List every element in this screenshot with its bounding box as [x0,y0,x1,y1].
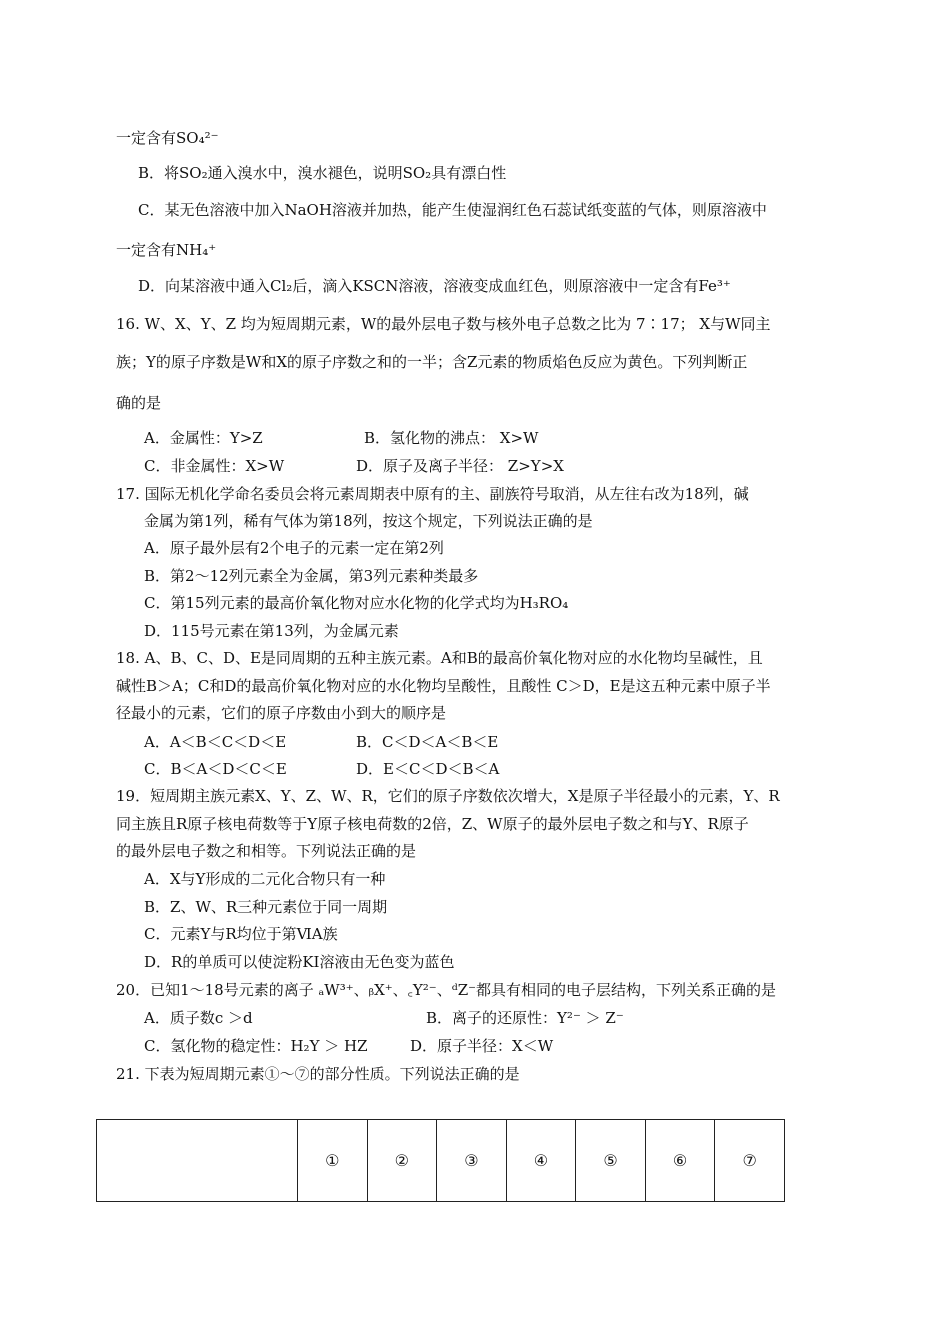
question-17-stem: 金属为第1列，稀有气体为第18列，按这个规定，下列说法正确的是 [144,512,593,530]
text-line: 一定含有SO₄²⁻ [116,129,219,147]
question-19-stem: 同主族且R原子核电荷数等于Y原子核电荷数的2倍，Z、W原子的最外层电子数之和与Y、R原子 [116,815,749,833]
option-d: D．向某溶液中通入Cl₂后，滴入KSCN溶液，溶液变成血红色，则原溶液中一定含有Fe³⁺ [138,277,731,295]
q20-option-b: B．离子的还原性：Y²⁻ ＞ Z⁻ [426,1009,624,1027]
q20-option-a: A．质子数c ＞d [144,1009,253,1027]
question-20-stem: 20．已知1～18号元素的离子 ₐW³⁺、ᵦX⁺、꜀Y²⁻、ᵈZ⁻都具有相同的电子层结构，下列关系正确的是 [116,981,777,999]
table-header-cell: ② [367,1120,437,1202]
q18-option-a: A．A＜B＜C＜D＜E [144,733,287,751]
q19-option-b: B．Z、W、R三种元素位于同一周期 [144,898,388,916]
question-19-stem: 的最外层电子数之和相等。下列说法正确的是 [116,842,417,860]
option-c: C．某无色溶液中加入NaOH溶液并加热，能产生使湿润红色石蕊试纸变蓝的气体，则原溶液中 [138,201,767,219]
question-21-stem: 21. 下表为短周期元素①～⑦的部分性质。下列说法正确的是 [116,1065,520,1083]
table-header-cell: ⑦ [715,1120,785,1202]
question-19-stem: 19．短周期主族元素X、Y、Z、W、R，它们的原子序数依次增大，X是原子半径最小的元素，Y、R [116,787,780,805]
table-header-cell: ④ [506,1120,576,1202]
question-16-stem: 族；Y的原子序数是W和X的原子序数之和的一半；含Z元素的物质焰色反应为黄色。下列判断正 [116,353,748,371]
q17-option-d: D．115号元素在第13列，为金属元素 [144,622,399,640]
option-b: B．将SO₂通入溴水中，溴水褪色，说明SO₂具有漂白性 [138,164,507,182]
q17-option-b: B．第2～12列元素全为金属，第3列元素种类最多 [144,567,479,585]
q16-option-d: D．原子及离子半径： Z>Y>X [356,457,564,475]
q16-option-a: A．金属性：Y>Z [144,429,263,447]
q19-option-c: C．元素Y与R均位于第ⅥA族 [144,925,338,943]
q20-option-c: C．氢化物的稳定性：H₂Y ＞ HZ [144,1037,368,1055]
q19-option-a: A．X与Y形成的二元化合物只有一种 [144,870,386,888]
q18-option-b: B．C＜D＜A＜B＜E [356,733,499,751]
table-header-cell: ⑥ [645,1120,715,1202]
element-properties-table [96,1119,785,1202]
q18-option-d: D．E＜C＜D＜B＜A [356,760,500,778]
table-header-cell: ③ [437,1120,507,1202]
table-header-cell: ⑤ [576,1120,646,1202]
question-18-stem: 18. A、B、C、D、E是同周期的五种主族元素。A和B的最高价氧化物对应的水化物均呈碱性，且 [116,649,763,667]
table-header-cell: ① [298,1120,368,1202]
text-line: 一定含有NH₄⁺ [116,241,217,259]
q17-option-c: C．第15列元素的最高价氧化物对应水化物的化学式均为H₃RO₄ [144,594,569,612]
q16-option-c: C．非金属性：X>W [144,457,285,475]
q19-option-d: D．R的单质可以使淀粉KI溶液由无色变为蓝色 [144,953,455,971]
table-header-row [97,1120,785,1202]
q20-option-d: D．原子半径：X＜W [410,1037,554,1055]
q17-option-a: A．原子最外层有2个电子的元素一定在第2列 [144,539,444,557]
question-16-stem: 确的是 [116,394,162,412]
question-17-stem: 17. 国际无机化学命名委员会将元素周期表中原有的主、副族符号取消，从左往右改为18列，碱 [116,485,749,503]
question-18-stem: 碱性B＞A；C和D的最高价氧化物对应的水化物均呈酸性，且酸性 C＞D，E是这五种元素中原子半 [116,677,771,695]
question-16-stem: 16. W、X、Y、Z 均为短周期元素，W的最外层电子数与核外电子总数之比为 7∶17； X与W同主 [116,315,771,333]
table-corner-cell [97,1120,298,1202]
q16-option-b: B．氢化物的沸点： X>W [364,429,539,447]
q18-option-c: C．B＜A＜D＜C＜E [144,760,287,778]
question-18-stem: 径最小的元素，它们的原子序数由小到大的顺序是 [116,704,447,722]
